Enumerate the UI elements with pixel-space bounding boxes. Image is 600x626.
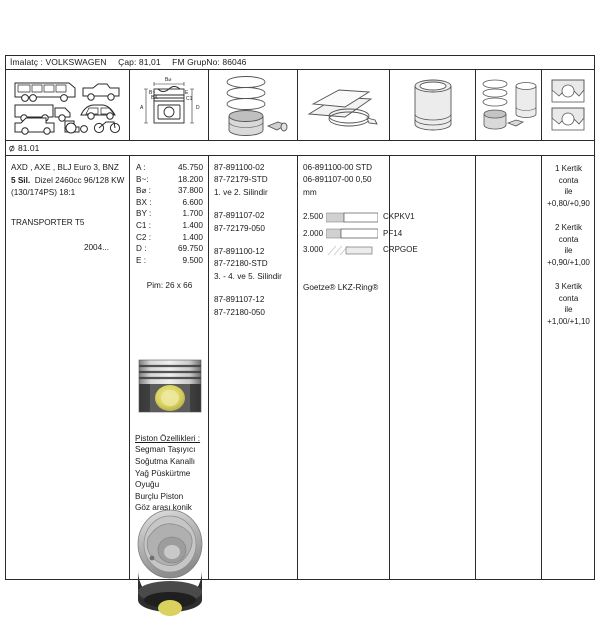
ring-part-number: 06-891107-00 0,50 mm <box>303 175 372 197</box>
piston-liner-kit-cell <box>476 70 542 140</box>
dim-key: B⌀ : <box>136 186 151 196</box>
ring-size: 2.500 <box>303 212 324 222</box>
dim-value: 1.700 <box>182 209 203 219</box>
dim-key: C2 : <box>136 232 152 242</box>
ring-profile-taper-icon <box>326 228 378 239</box>
notch-group <box>546 222 591 268</box>
ring-size: 2.000 <box>303 228 324 238</box>
ring-mark: KV1 <box>399 212 415 222</box>
table-row <box>136 185 203 197</box>
dim-key: BX : <box>136 197 152 207</box>
feature-item: Göz arası konik <box>135 503 192 513</box>
dim-value: 6.600 <box>182 197 203 207</box>
table-row <box>136 208 203 220</box>
piston-liner-kit-icon <box>478 74 540 136</box>
ring-profile-oil-icon <box>326 245 378 256</box>
table-row <box>136 232 203 244</box>
vehicle-model: TRANSPORTER T5 <box>11 217 85 227</box>
dim-value: 69.750 <box>177 244 203 254</box>
notch-title: 3 Kertik conta <box>554 282 583 303</box>
ring-mark: F14 <box>388 228 403 238</box>
dim-value: 1.400 <box>182 220 203 230</box>
vehicle-column <box>6 156 130 580</box>
svg-text:C1: C1 <box>186 96 193 102</box>
diameter-value: 81.01 <box>18 143 40 153</box>
part-numbers-column <box>209 156 298 580</box>
cylinder-note: 1. ve 2. Silindir <box>214 187 268 197</box>
piston-rings-set-cell <box>209 70 298 140</box>
feature-item: Segman Taşıyıcı <box>135 445 196 455</box>
feature-item: Soğutma Kanallı <box>135 457 196 467</box>
group-no-label: FM GrupNo: 86046 <box>172 57 247 67</box>
part-number: 87-891100-02 <box>214 163 265 172</box>
piston-rings-set-icon <box>212 73 294 137</box>
cylinder-note: 3. - 4. ve 5. Silindir <box>214 271 282 281</box>
dim-key: C1 : <box>136 220 152 230</box>
engine-spec: Dizel 2460cc 96/128 KW <box>34 175 125 185</box>
svg-text:E: E <box>185 90 189 96</box>
vehicle-types-cell <box>6 70 130 140</box>
dim-value: 1.400 <box>182 232 203 242</box>
ring-size: 3.000 <box>303 245 324 255</box>
svg-text:B⌀: B⌀ <box>165 77 172 83</box>
ring-part-number: 06-891100-00 STD <box>303 163 373 172</box>
diameter-strip <box>6 141 594 156</box>
part-number: 87-72180-STD <box>214 259 268 269</box>
feature-item: Burçlu Piston <box>135 491 184 501</box>
table-row <box>136 197 203 209</box>
ring-set-info <box>298 156 418 295</box>
ring-profile-barrel-icon <box>326 212 378 223</box>
dim-value: 45.750 <box>177 163 203 172</box>
notch-group <box>546 163 591 209</box>
dim-key: B~: <box>136 174 149 184</box>
icon-row <box>6 70 594 141</box>
manufacturer-label: İmalatç : VOLKSWAGEN <box>10 57 107 67</box>
dim-value: 37.800 <box>177 186 203 196</box>
piston-features <box>130 433 208 514</box>
part-number: 87-72180-050 <box>214 307 265 317</box>
part-number: 87-72179-050 <box>214 223 265 233</box>
ring-spec-row <box>303 228 403 240</box>
features-title: Piston Özellikleri : <box>135 433 201 443</box>
notch-range: ile +0,80/+0,90 <box>547 187 590 208</box>
table-row <box>136 243 203 255</box>
ring-brand: Goetze® LKZ-Ring® <box>303 283 379 293</box>
ring-code: CRP <box>383 245 400 255</box>
notch-group <box>546 281 591 327</box>
svg-text:B~: B~ <box>149 90 156 96</box>
catalog-sheet <box>5 55 595 580</box>
piston-photo-top <box>130 496 209 626</box>
notch-list <box>542 156 594 327</box>
cylinder-liner-cell <box>390 70 476 140</box>
ring-code: CKP <box>383 212 400 222</box>
dim-key: E : <box>136 255 147 265</box>
engine-codes: AXD , AXE , BLJ Euro 3, BNZ <box>11 163 119 172</box>
dim-key: BY : <box>136 209 152 219</box>
table-row <box>136 220 203 232</box>
notch-gasket-column <box>542 156 594 580</box>
feature-item: Yağ Püskürtme <box>135 468 191 478</box>
sheet-header <box>6 56 594 70</box>
dimensions-column <box>130 156 209 580</box>
notch-gasket-cell <box>542 70 594 140</box>
engine-spec-2: (130/174PS) 18:1 <box>11 188 76 197</box>
svg-text:BX: BX <box>151 95 158 101</box>
ring-set-cell <box>298 70 390 140</box>
diameter-icon: ⌀ <box>7 142 17 155</box>
cylinder-count: 5 Sil. <box>11 175 31 185</box>
ring-set-column <box>298 156 418 580</box>
empty-column-2 <box>476 156 542 580</box>
cylinder-liner-icon <box>393 74 473 136</box>
dim-key: A : <box>136 163 146 172</box>
ring-spec-row <box>303 211 415 223</box>
notch-title: 2 Kertik conta <box>554 223 583 244</box>
ring-code: P <box>383 228 389 238</box>
table-row <box>136 162 203 174</box>
svg-text:D: D <box>196 105 200 111</box>
feature-item: Oyuğu <box>135 480 160 490</box>
notch-range: ile +1,00/+1,10 <box>547 305 590 326</box>
table-row <box>136 174 203 186</box>
engine-spec-line <box>11 175 125 188</box>
notch-gasket-icon <box>544 74 592 136</box>
piston-drawing-icon <box>132 73 206 137</box>
table-row <box>136 255 203 267</box>
notch-title: 1 Kertik conta <box>554 164 583 185</box>
ring-spec-row <box>303 244 418 256</box>
piston-drawing-cell <box>130 70 209 140</box>
ring-mark: GOE <box>399 245 418 255</box>
dim-key: D : <box>136 244 147 254</box>
vehicle-types-icon <box>9 73 127 137</box>
data-columns <box>6 156 594 580</box>
pin-dimension: Pim: 26 x 66 <box>146 281 193 291</box>
part-number: 87-891107-02 <box>214 211 265 221</box>
part-numbers-list <box>209 156 297 319</box>
dim-value: 9.500 <box>182 255 203 265</box>
bore-label: Çap: 81,01 <box>118 57 161 67</box>
dimension-table <box>130 156 208 292</box>
notch-range: ile +0,90/+1,00 <box>547 246 590 267</box>
part-number: 87-891107-12 <box>214 295 265 305</box>
part-number: 87-891100-12 <box>214 247 265 257</box>
model-year: 2004... <box>83 243 109 252</box>
svg-text:A: A <box>140 105 144 111</box>
empty-column-1 <box>390 156 476 580</box>
part-number: 87-72179-STD <box>214 175 268 185</box>
dim-value: 18.200 <box>177 174 203 184</box>
vehicle-description <box>6 156 129 255</box>
ring-set-icon <box>301 74 387 136</box>
